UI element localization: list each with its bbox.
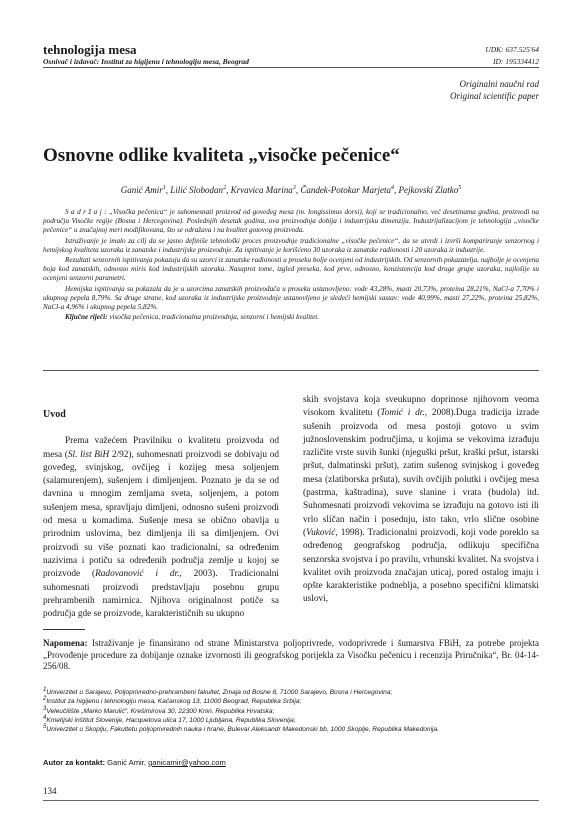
keywords [43,313,539,322]
affiliation-text: Univerzitet u Sarajevu, Poljoprivredno-prehrambeni fakultet, Zmaja od Bosne 8, 71000 Sarajevo, Bosna i Hercegovina; [46,689,393,696]
abstract-rule [43,370,539,371]
affiliation-item [43,688,539,697]
affiliation-text: Univerzitet u Skoplju, Fakultetu poljoprivrednih nauka i hrane, Bulevar Aleksandr Makedonski bb, 1000 Skoplje, Republika Makedonija. [46,726,440,734]
abstract [43,208,539,323]
keywords-text: visočka pečenica, tradicionalna proizvodnja, senzorni i hemijski kvalitet. [107,313,320,322]
affiliation-item [43,716,539,725]
author-affiliation-mark: 2 [223,185,227,191]
publisher-line: Osnivač i izdavač: Institut za higijenu i tehnologiju mesa, Beograd [43,57,249,66]
body-paragraph [303,394,539,607]
contact-label: Autor za kontakt: [43,758,106,767]
affiliation-item [43,697,539,706]
abstract-label: S a d r ž a j : [65,208,107,216]
citation-text: Tomić i dr. [380,408,425,419]
affiliation-item [43,707,539,716]
body-column-right [303,394,539,607]
author-affiliation-mark: 1 [162,185,166,191]
abstract-paragraph: Rezultati senzornih ispitivanja pokazuju da su uzorci iz zanatske radionosti u proseku bolje ocenjeni od industrijskih. Od senzornih pokazatelja, najbolje je ocenjena boja kod zanatskih, odnosno miris kod industrijskih uzoraka. Nasuprot tome, izgled preseka, kod prve, odnosno, konzistencija kod druge grupe uzoraka, najlošije su ocenjeni senzorni parametri. [43,256,540,283]
funding-note [43,638,539,673]
body-text: Prema važećem Pravilniku o kvalitetu proizvoda od mesa ( [43,436,279,460]
author-name: Ganić Amir [120,185,163,195]
journal-title: tehnologija mesa [43,42,137,57]
udk-code: UDK: 637.525'64 [485,45,539,54]
article-title: Osnovne odlike kvaliteta „visočke pečenice“ [43,145,400,166]
funding-note-text: Istraživanje je finansirano od strane Ministarstva poljoprivrede, vodoprivrede i šumarstva FBiH, za potrebe projekta „Provođenje procedure za dobijanje oznake izvornosti ili geografskog porijekla za Visočku pečenicu i recenzija Priručnika“, Br. 04-14-256/08. [43,638,539,671]
id-code: ID: 195334412 [492,57,539,66]
body-text: , 1998). Tradicionalni proizvodi, koji vode poreklo sa određenog geografskog područja, odlikuju specifična senzorska svojstva i po pravilu, vrhunski kvalitet. Na svojstva i kvalitet ovih proizvoda značajan uticaj, pored ostalog imaju i opšte karakteristike podneblja, a posebno specifični klimatski uslovi, [303,527,539,605]
author-affiliation-mark: 3 [292,185,296,191]
affiliation-mark: 5 [43,724,47,730]
citation-text: Sl. list BiH [67,449,110,460]
author-name: Lilić Slobodan [170,185,224,195]
page-number: 134 [43,786,57,796]
footnote-rule [43,629,85,630]
header-rule [43,67,539,68]
paper-type [450,78,539,102]
body-text: , 2008).Duga tradicija izrade sušenih proizvoda od mesa postoji gotovo u svim južnoslovenskim područjima, u kojima se vekovima izrađuju različite vrste suvih šunki (njeguški pršut, kraški pršut, istarski pršut, dalmatinski pršut), zatim sušenog svinjskog i goveđeg mesa (zlatiborska pršuta), suvih ovčijih polutki i ovčijeg mesa (pastrma, kaštradina), suve slanine i vrata (budola) itd. Suhomesnati proizvodi vekovima se izrađuju na gotovo isti ili vrlo sličan način i poseduju, isto tako, vrlo slične osobine ( [303,408,539,538]
body-text: 2/92), suhomesnati proizvodi se dobivaju od goveđeg, svinjskog, ovčijeg i kozijeg mesa soljenjem (salamurenjem), sušenjem i dimljenjem. Poznato je da se od davnina u mnogim zemljama sveta, soljenjem, a potom sušenjem mesa, spravljaju dimljeni, odnosno sušeni proizvodi od mesa u komadima. Sušenje mesa se obično obavlja u prirodnim uslovima, bez dimljenja ili sa dimljenjem. Ovi proizvodi su više poznati kao tradicionalni, sa određenim nazivima i potiču sa određenih područja zemlje u kojoj se proizvode ( [43,449,280,580]
affiliation-text: Institut za higijenu i tehnologiju mesa, Kaćanskog 13, 11000 Beograd, Republika Srbija; [46,698,302,706]
author-name: Čandek-Potokar Marjeta [300,185,392,195]
abstract-text: „Visočka pečenica“ je suhomesnati proizvod od goveđeg mesa (m. longissimus dorsi), koji se tradicionalno, već desetinama godina, proizvodi na području Visočke regije (Bosna i Hercegovina). Poslednjih desetak godina, ova proizvodnja dobija i industrijsku dimenziju. Industrijalizacijom je tehnologija „visočke pečenice“ u značajnoj meri modifikovana, što se odražava i na kvalitet gotovog proizvoda. [43,208,539,235]
section-title: Uvod [43,409,66,420]
author-list: Ganić Amir$^1$, Lilić Slobodan$^2$, Krvavica Marina$^3$, Čandek-Potokar Marjeta$^4$, Pejkovski Zlatko$^5$ [120,185,462,195]
footer-rule [43,800,539,801]
affiliation-mark: 4 [43,714,47,721]
body-text: , 2003). Tradicionalni suhomesnati proizvodi predstavljaju posebnu grupu prehrambenih namirnica. Njihova originalnost potiče sa područja gde se proizvode, karakterističnih su ukupno [43,569,279,620]
affiliation-text: Kmetijski inštitut Slovenije, Hacquetova ulica 17, 1000 Ljubljana, Republika Slovenija; [46,716,296,724]
contact-name: Ganić Amir, [105,758,149,767]
body-paragraph [43,435,279,621]
funding-note-label: Napomena: [43,638,88,648]
body-column-left [43,408,279,621]
affiliations [43,688,539,734]
keywords-label: Ključne riječi: [65,313,108,322]
affiliation-mark: 1 [43,686,47,693]
body-text: skih svojstava koja sveukupno doprinose njihovom veoma visokom kvalitetu ( [303,395,539,419]
affiliation-mark: 3 [43,705,47,712]
affiliation-mark: 2 [43,696,47,703]
corresponding-author [43,758,226,767]
author-affiliation-mark: 5 [458,185,462,191]
abstract-paragraph: Istraživanje je imalo za cilj da se jasno definiše tehnološki proces proizvodnje tradicionalne „visočke pečenice“, da se utvrdi i izvrši kompariranje senzornog i hemijskog kvaliteta uzoraka iz zanatske i industrijske proizvodnje. Za ispitivanje je korišćeno 30 uzoraka iz zanatske radionosti i 20 uzoraka iz industrije. [43,236,539,254]
citation-text: Vuković [306,527,336,538]
author-affiliation-mark: 4 [391,185,395,191]
paper-type-english: Original scientific paper [450,91,539,101]
abstract-paragraph: Hemijska ispitivanja su pokazala da je u uzorcima zanatskih proizvođača u proseku ustanovljeno: vode 43,28%, masti 20,73%, proteina 28,21%, NaCl-a 7,70% i ukupnog pepela 8,79%. Sa druge strane, kod uzoraka iz industrijske proizvodnje ustanovljeno je sledeći hemijski sastav: vode 40,99%, masti 27,22%, proteina 25,82%, NaCl-a 4,96% i ukupnog pepela 5,82%. [43,284,539,312]
contact-email-link[interactable]: ganicamir@yahoo.com [148,758,226,767]
author-name: Krvavica Marina [230,185,293,195]
affiliation-item [43,725,539,734]
citation-text: Radovanović i dr. [95,569,180,580]
affiliation-text: Veleučilište „Marko Marulić“, Krešimirova 30, 22300 Knin, Republika Hrvatska; [46,707,275,715]
author-name: Pejkovski Zlatko [398,185,459,195]
abstract-paragraph [43,208,539,236]
paper-type-local: Originalni naučni rad [459,79,539,89]
